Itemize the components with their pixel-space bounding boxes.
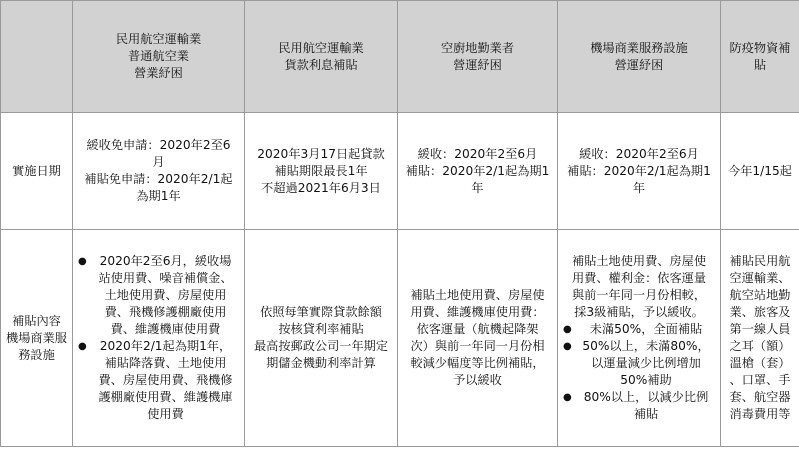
list-item: ● 未滿50%，全面補貼 — [576, 321, 716, 338]
cell-date-loan: 2020年3月17日起貸款 補貼期限最長1年 不超過2021年6月3日 — [245, 113, 398, 230]
header-airport-commercial-facility-relief: 機場商業服務設施 營運紓困 — [558, 1, 721, 113]
subsidy-content-row — [1, 230, 799, 447]
airport-commercial-tiers-list — [562, 321, 716, 423]
row-label-subsidy-content: 補貼內容 機場商業服 務設施 — [1, 230, 73, 447]
cell-date-epidemic-supplies: 今年1/15起 — [721, 113, 799, 230]
list-item: ● 50%以上，未滿80%， 以運量減少比例增加 50%補助 — [576, 338, 716, 389]
list-item: ● 80%以上，以減少比例 補貼 — [576, 389, 716, 423]
cell-content-epidemic-supplies: 補貼民用航 空運輸業、 航空站地勤 業、旅客及 第一線人員 之耳（額） 溫槍（套） 、口罩、手 套、航空器 消毒費用等 — [721, 230, 799, 447]
corner-cell — [1, 1, 73, 113]
cell-content-airport-commercial — [558, 230, 721, 447]
cell-content-loan: 依照每筆實際貸款餘額 按核貸利率補貼 最高按郵政公司一年期定 期儲金機動利率計算 — [245, 230, 398, 447]
cell-date-airport-commercial: 緩收：2020年2至6月 補貼：2020年2/1起為期1年 — [558, 113, 721, 230]
row-label-implementation-date: 實施日期 — [1, 113, 73, 230]
cell-date-catering: 緩收：2020年2至6月 補貼：2020年2/1起為期1年 — [398, 113, 558, 230]
list-item: ● 2020年2至6月，緩收場 站使用費、噪音補償金、 土地使用費、房屋使用 費、飛機修護棚廠使用 費、維護機庫使用費 — [91, 253, 240, 338]
header-row — [1, 1, 799, 113]
airport-commercial-intro: 補貼土地使用費、房屋使 用費、權利金：依客運量 與前一年同一月份相較， 採3級補貼，予以緩收。 — [571, 254, 707, 319]
cell-content-airline — [73, 230, 245, 447]
header-airline-operations-relief: 民用航空運輸業 普通航空業 營業紓困 — [73, 1, 245, 113]
cell-date-airline: 緩收免申請：2020年2至6 月 補貼免申請：2020年2/1起 為期1年 — [73, 113, 245, 230]
header-epidemic-supplies-subsidy: 防疫物資補 貼 — [721, 1, 799, 113]
airline-content-list — [77, 253, 240, 423]
header-loan-interest-subsidy: 民用航空運輸業 貨款利息補貼 — [245, 1, 398, 113]
cell-content-catering: 補貼土地使用費、房屋使 用費、維護機庫使用費： 依客運量（航機起降架 次）與前一年同一月份相 較減少幅度等比例補貼， 予以緩收 — [398, 230, 558, 447]
implementation-date-row — [1, 113, 799, 230]
list-item: ● 2020年2/1起為期1年， 補貼降落費、土地使用 費、房屋使用費、飛機修 護棚廠使用費、維護機庫 使用費 — [91, 338, 240, 423]
header-catering-ground-handling-relief: 空廚地勤業者 營運紓困 — [398, 1, 558, 113]
